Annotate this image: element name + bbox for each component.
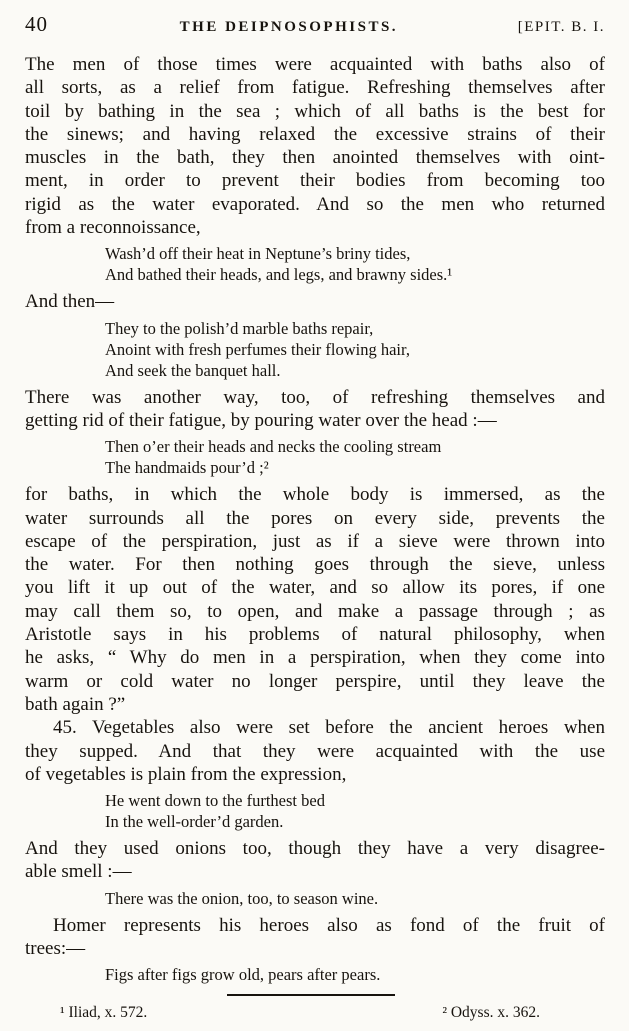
page-header — [25, 12, 605, 37]
text-line: They to the polish’d marble baths repair, — [105, 318, 374, 338]
text-line: And they used onions too, though they have a very disagree- — [25, 838, 605, 860]
text-line: able smell :— — [25, 861, 132, 883]
text-line: from a reconnoissance, — [25, 217, 201, 239]
text-line: you lift it up out of the water, and so allow its pores, if one — [25, 577, 605, 599]
text-line: Wash’d off their heat in Neptune’s briny tides, — [105, 244, 411, 264]
text-line: Homer represents his heroes also as fond of the fruit of — [53, 914, 605, 936]
text-line: And bathed their heads, and legs, and brawny sides.¹ — [105, 265, 453, 285]
text-line: Then o’er their heads and necks the cooling stream — [105, 437, 442, 457]
paragraph — [25, 837, 605, 884]
text-line: for baths, in which the whole body is immersed, as the — [25, 484, 605, 506]
text-line: may call them so, to open, and make a passage through ; as — [25, 600, 605, 622]
running-title: THE DEIPNOSOPHISTS. — [179, 19, 399, 35]
page-number: 40 — [25, 12, 48, 36]
text-line: The handmaids pour’d ;² — [105, 458, 269, 478]
verse-quote — [105, 888, 605, 909]
paragraph — [25, 716, 605, 786]
text-line: He went down to the furthest bed — [105, 791, 325, 811]
text-line: Aristotle says in his problems of natural philosophy, when — [25, 624, 605, 646]
verse-quote — [105, 790, 605, 832]
paragraph — [25, 483, 605, 716]
text-line: warm or cold water no longer perspire, until they leave the — [25, 670, 605, 692]
text-line: escape of the perspiration, just as if a sieve were thrown into — [25, 530, 605, 552]
text-line: he asks, “ Why do men in a perspiration, when they come into — [25, 647, 605, 669]
section-marker: [EPIT. B. I. — [517, 19, 605, 35]
verse-quote — [105, 964, 605, 985]
paragraph — [25, 53, 605, 239]
paragraph — [25, 914, 605, 961]
text-line: There was the onion, too, to season wine. — [105, 888, 379, 908]
text-line: they supped. And that they were acquainted with the use — [25, 740, 605, 762]
text-line: water surrounds all the pores on every side, prevents the — [25, 507, 605, 529]
text-line: Figs after figs grow old, pears after pears. — [105, 965, 381, 985]
text-line: the sinews; and having relaxed the excessive strains of their — [25, 123, 605, 145]
footnote-separator — [227, 994, 395, 996]
verse-quote — [105, 436, 605, 478]
text-line: There was another way, too, of refreshing themselves and — [25, 386, 605, 408]
text-line: all sorts, as a relief from fatigue. Refreshing themselves after — [25, 77, 605, 99]
text-line: Anoint with fresh perfumes their flowing hair, — [105, 339, 410, 359]
page-body — [25, 53, 605, 985]
text-line: In the well-order’d garden. — [105, 812, 284, 832]
text-line: trees:— — [25, 938, 86, 960]
text-line: 45. Vegetables also were set before the ancient heroes when — [53, 717, 605, 739]
footnotes — [25, 1004, 605, 1022]
text-line: The men of those times were acquainted with baths also of — [25, 54, 605, 75]
text-line: of vegetables is plain from the expression, — [25, 763, 347, 785]
text-line: ment, in order to prevent their bodies from becoming too — [25, 170, 605, 192]
text-line: toil by bathing in the sea ; which of all baths is the best for — [25, 100, 605, 122]
verse-quote — [105, 243, 605, 285]
text-line: bath again ?” — [25, 693, 126, 715]
text-line: And seek the banquet hall. — [105, 360, 281, 380]
text-line: getting rid of their fatigue, by pouring water over the head :— — [25, 409, 497, 431]
text-line: rigid as the water evaporated. And so the men who returned — [25, 193, 605, 215]
footnote-1: ¹ Iliad, x. 572. — [60, 1004, 148, 1022]
paragraph — [25, 386, 605, 433]
paragraph — [25, 290, 605, 313]
verse-quote — [105, 318, 605, 381]
text-line: And then— — [25, 291, 115, 313]
footnote-2: ² Odyss. x. 362. — [442, 1004, 540, 1022]
text-line: the water. For then nothing goes through the sieve, unless — [25, 554, 605, 576]
text-line: muscles in the bath, they then anointed themselves with oint- — [25, 147, 605, 169]
